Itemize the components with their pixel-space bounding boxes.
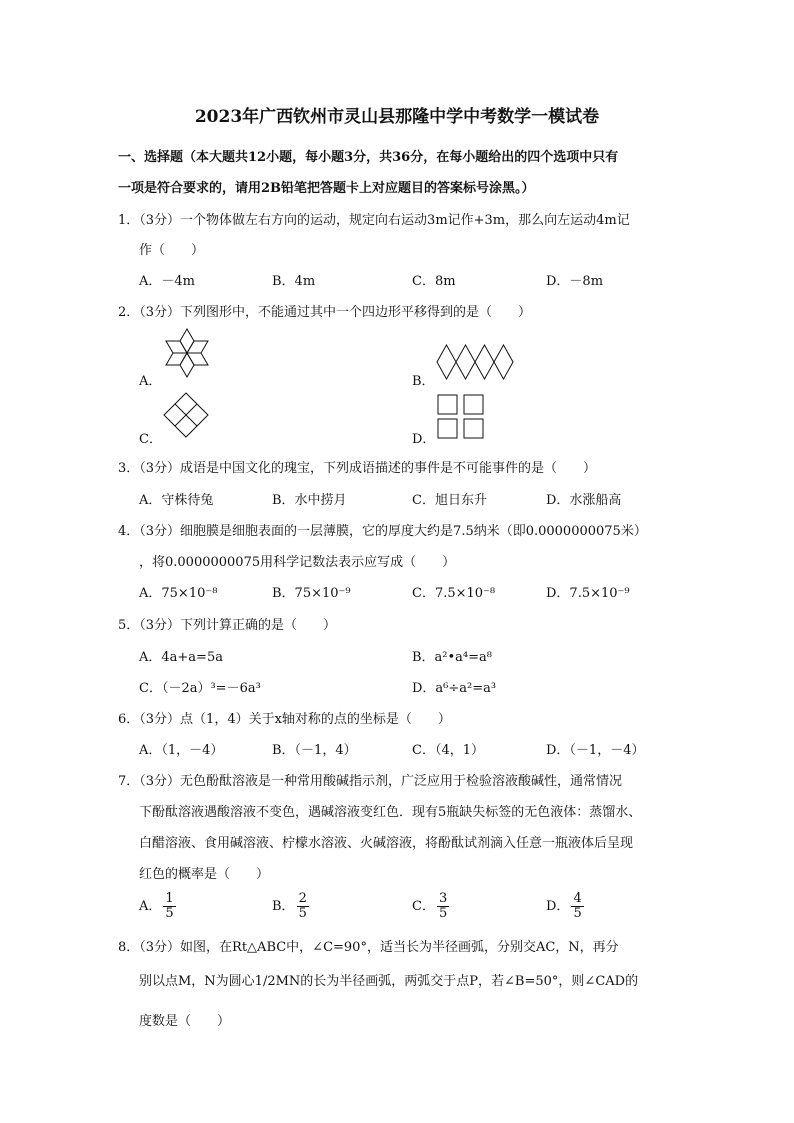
question-8-line-3: 度数是（ ） <box>139 1014 231 1029</box>
question-3-option-d: D．水涨船高 <box>546 493 622 508</box>
figure-d-square-grid <box>437 394 485 440</box>
question-6-stem: 6．（3分）点（1，4）关于x轴对称的点的坐标是（ ） <box>118 712 451 727</box>
question-1-line-1: 1．（3分）一个物体做左右方向的运动，规定向右运动3m记作+3m，那么向左运动4m记 <box>118 213 630 228</box>
question-7-line-2: 下酚酞溶液遇酸溶液不变色，遇碱溶液变红色．现有5瓶缺失标签的无色液体：蒸馏水、 <box>139 805 642 820</box>
question-2-label-d: D． <box>412 432 436 447</box>
question-5-stem: 5．（3分）下列计算正确的是（ ） <box>118 618 337 633</box>
question-7-line-4: 红色的概率是（ ） <box>139 867 270 882</box>
question-4-option-b: B．75×10⁻⁹ <box>272 586 351 601</box>
question-5-option-d: D．a⁶÷a²=a³ <box>412 681 497 696</box>
question-5-option-a: A．4a+a=5a <box>139 650 223 665</box>
question-1-option-c: C．8m <box>412 274 456 289</box>
question-6-option-b: B．（－1，4） <box>272 743 357 758</box>
question-3-option-b: B．水中捞月 <box>272 493 347 508</box>
question-7-option-c: C． $\frac{3}{5}$ <box>412 891 448 921</box>
question-3-option-a: A．守株待兔 <box>139 493 214 508</box>
question-4-option-d: D．7.5×10⁻⁹ <box>546 586 630 601</box>
question-5-option-b: B．a²•a⁴=a⁸ <box>412 650 492 665</box>
question-3-stem: 3．（3分）成语是中国文化的瑰宝，下列成语描述的事件是不可能事件的是（ ） <box>118 461 597 476</box>
question-2-label-c: C． <box>139 432 162 447</box>
section-heading-line-1: 一、选择题（本大题共12小题，每小题3分，共36分，在每小题给出的四个选项中只有 <box>118 150 619 165</box>
question-2-label-a: A． <box>139 374 162 389</box>
question-7-option-b: B． $\frac{2}{5}$ <box>272 891 307 921</box>
question-1-option-b: B．4m <box>272 274 316 289</box>
question-1-line-2: 作（ ） <box>139 243 205 258</box>
question-1-option-d: D．－8m <box>546 274 604 289</box>
figure-a-rhombus-star <box>160 327 214 379</box>
question-4-option-c: C．7.5×10⁻⁸ <box>412 586 496 601</box>
question-6-option-a: A．（1，－4） <box>139 743 224 758</box>
question-7-line-3: 白醋溶液、食用碱溶液、柠檬水溶液、火碱溶液，将酚酞试剂滴入任意一瓶液体后呈现 <box>139 836 634 851</box>
question-4-option-a: A．75×10⁻⁸ <box>139 586 218 601</box>
question-7-line-1: 7．（3分）无色酚酞溶液是一种常用酸碱指示剂，广泛应用于检验溶液酸碱性，通常情况 <box>118 774 623 789</box>
figure-c-tilted-squares <box>163 392 209 438</box>
question-2-label-b: B． <box>412 374 435 389</box>
question-6-option-d: D．（－1，－4） <box>546 743 645 758</box>
question-7-option-d: D． $\frac{4}{5}$ <box>546 891 582 921</box>
page-title: 2023年广西钦州市灵山县那隆中学中考数学一模试卷 <box>194 107 600 127</box>
figure-b-rhombus-row <box>436 344 518 380</box>
question-4-line-1: 4．（3分）细胞膜是细胞表面的一层薄膜，它的厚度大约是7.5纳米（即0.0000000075米） <box>118 524 647 539</box>
question-5-option-c: C．（－2a）³=－6a³ <box>139 681 261 696</box>
question-6-option-c: C．（4，1） <box>412 743 484 758</box>
question-3-option-c: C．旭日东升 <box>412 493 487 508</box>
question-8-line-1: 8．（3分）如图，在Rt△ABC中，∠C=90°，适当长为半径画弧，分别交AC，N，再分 <box>118 940 619 955</box>
section-heading-line-2: 一项是符合要求的，请用2B铅笔把答题卡上对应题目的答案标号涂黑。） <box>118 181 535 196</box>
question-8-line-2: 别以点M，N为圆心1/2MN的长为半径画弧，两弧交于点P，若∠B=50°，则∠CAD的 <box>139 974 639 989</box>
question-7-option-a: A． $\frac{1}{5}$ <box>139 891 174 921</box>
question-2-stem: 2．（3分）下列图形中，不能通过其中一个四边形平移得到的是（ ） <box>118 305 532 320</box>
question-4-line-2: ，将0.0000000075用科学记数法表示应写成（ ） <box>139 555 456 570</box>
question-1-option-a: A．－4m <box>139 274 195 289</box>
